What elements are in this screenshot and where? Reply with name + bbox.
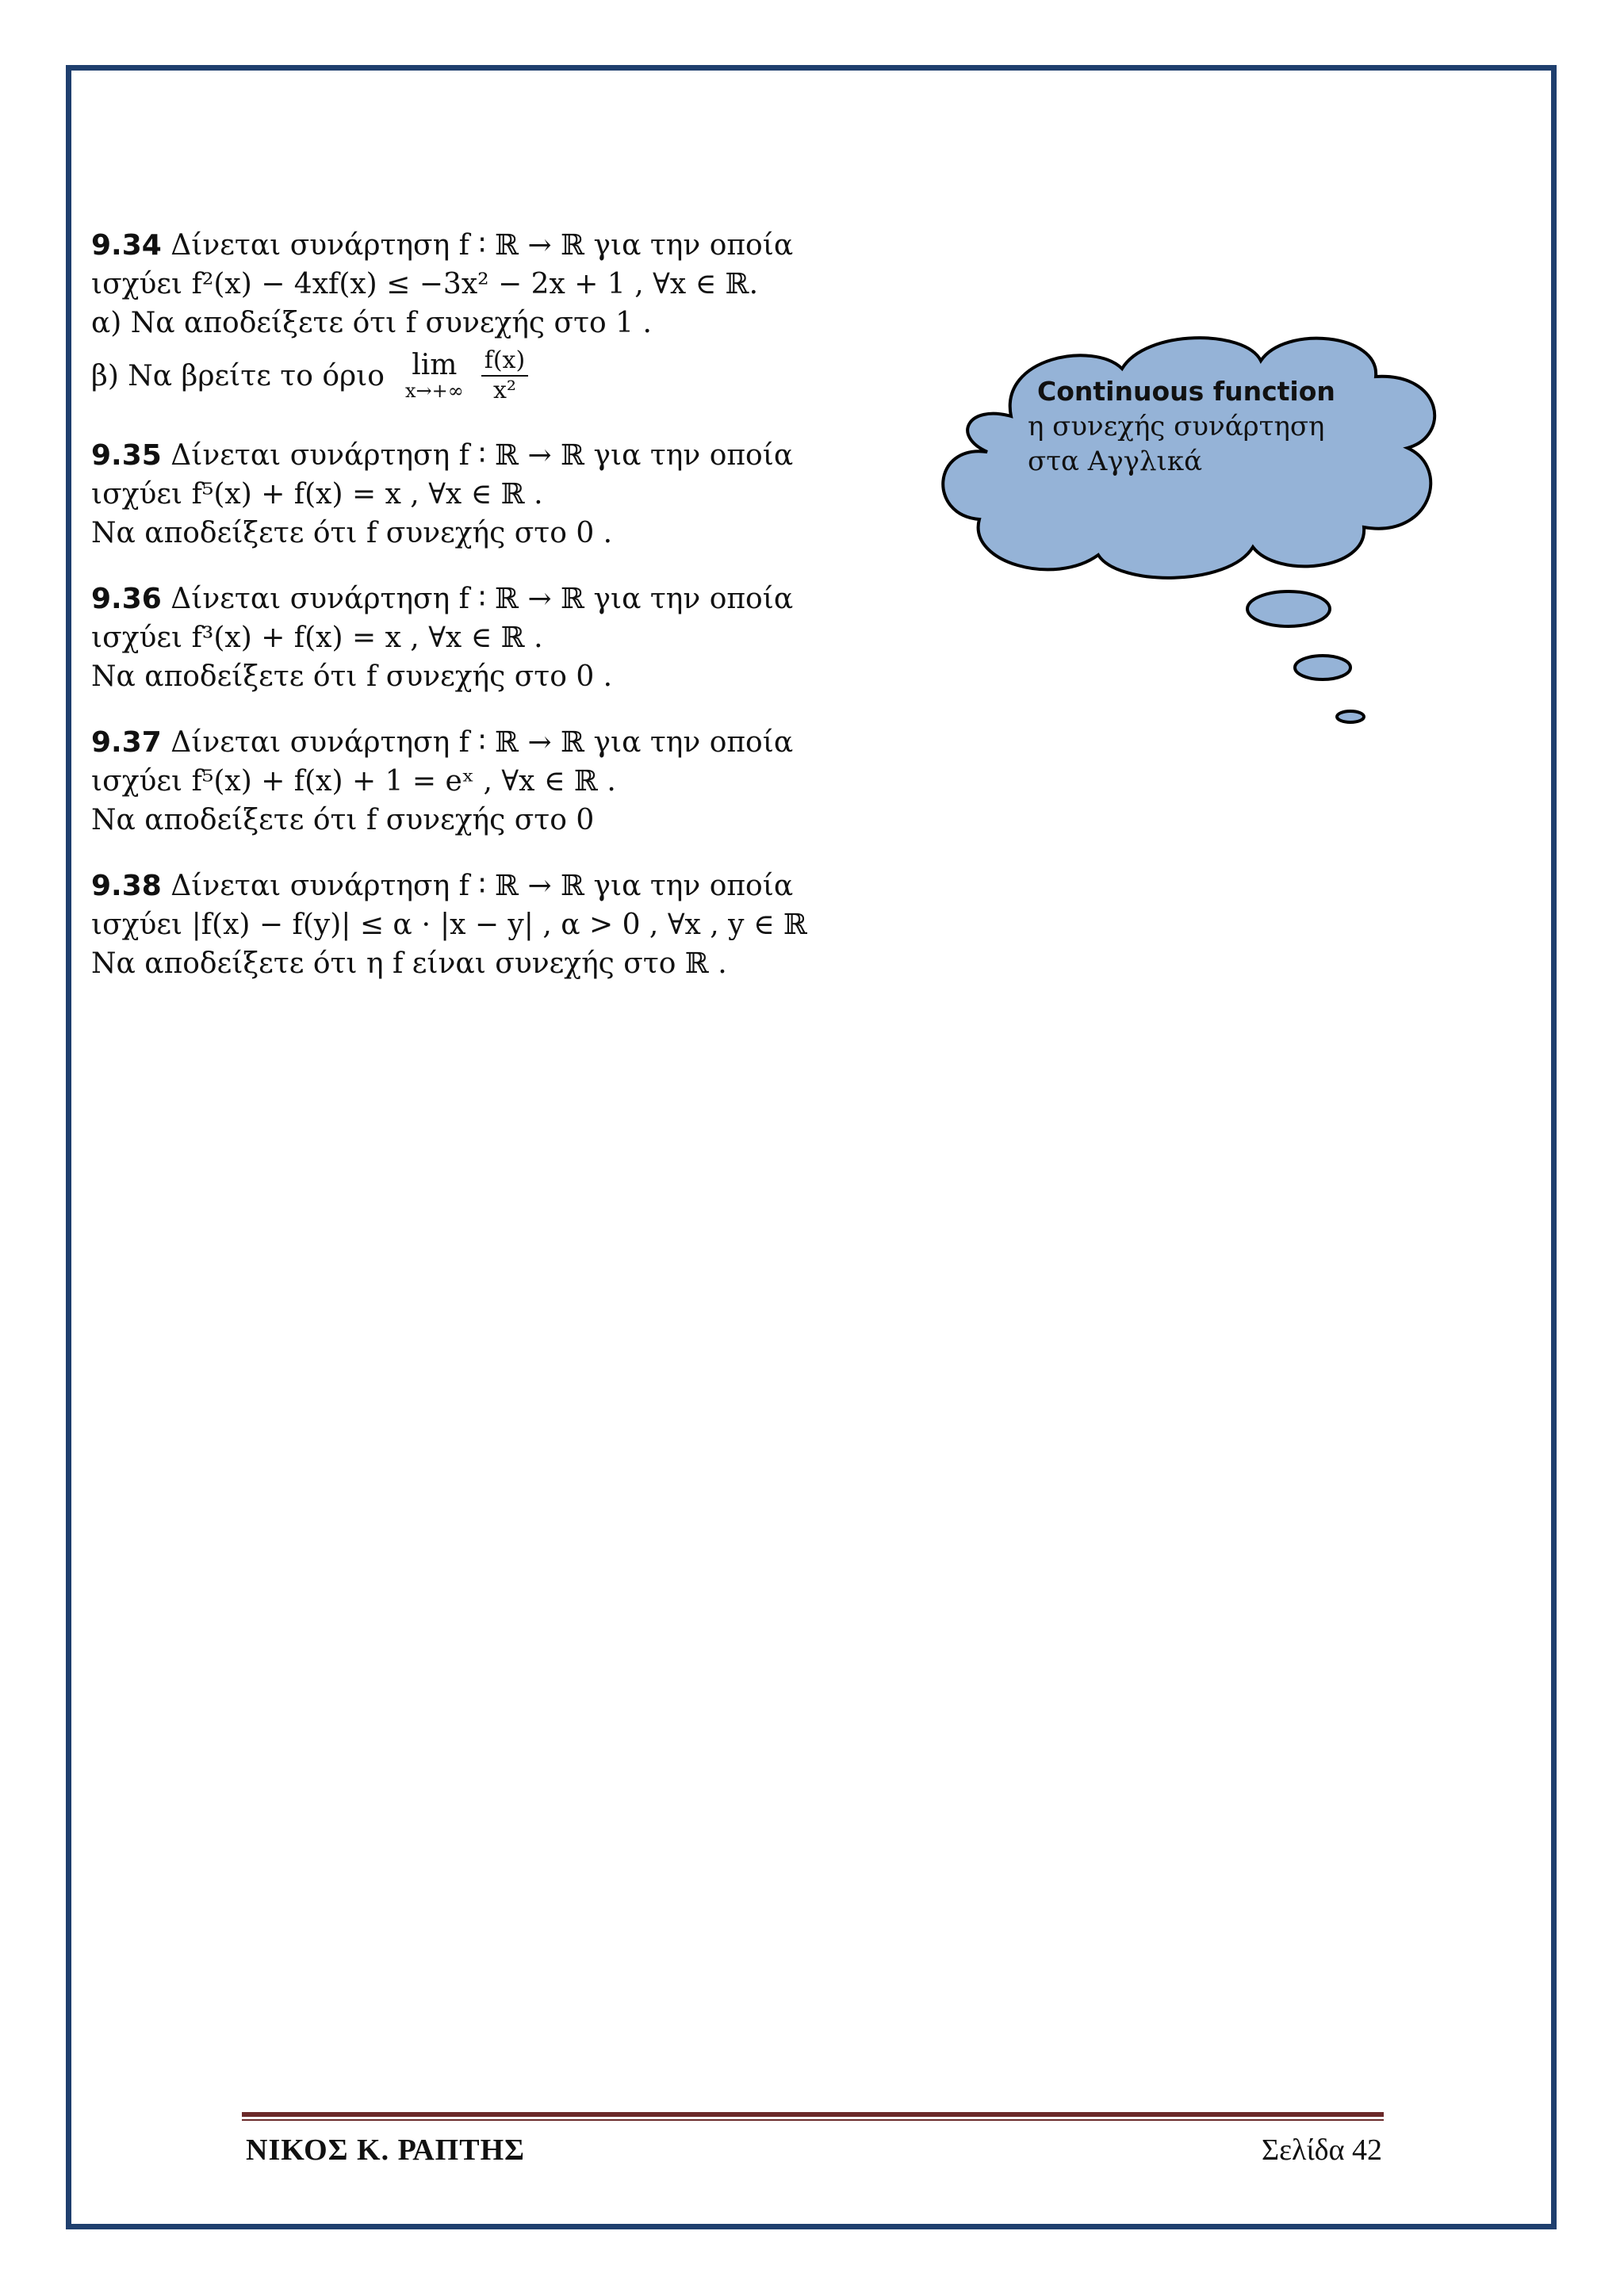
- problem-9-35: [91, 436, 805, 553]
- limit-subscript: x→+∞: [404, 380, 464, 402]
- thought-bubble-medium: [1295, 656, 1350, 679]
- limit-operator: [405, 350, 464, 401]
- footer-page-number: Σελίδα 42: [1261, 2133, 1382, 2167]
- problem-question: Να αποδείξετε ότι f συνεχής στο 0 .: [91, 517, 613, 549]
- problem-condition: ισχύει f³(x) + f(x) = x , ∀x ∈ ℝ .: [91, 622, 543, 654]
- problem-question: Να αποδείξετε ότι η f είναι συνεχής στο ℝ .: [91, 947, 727, 980]
- limit-word: lim: [412, 349, 458, 381]
- callout-title: Continuous function: [1037, 376, 1335, 407]
- problem-statement: Δίνεται συνάρτηση f ∶ ℝ → ℝ για την οποία: [161, 439, 794, 472]
- fraction-denominator: x²: [492, 377, 516, 404]
- problem-question: Να αποδείξετε ότι f συνεχής στο 0 .: [91, 660, 613, 693]
- problem-number: 9.35: [91, 439, 162, 472]
- problem-condition: ισχύει f⁵(x) + f(x) + 1 = eˣ , ∀x ∈ ℝ .: [91, 765, 616, 798]
- footer-rule-thin: [242, 2119, 1384, 2121]
- problem-9-37: [91, 723, 805, 840]
- problem-question-b: [91, 342, 805, 409]
- fraction-numerator: f(x): [481, 346, 528, 377]
- callout-text: [1028, 374, 1335, 479]
- limit-fraction: [481, 346, 528, 405]
- problem-question-a: α) Να αποδείξετε ότι f συνεχής στο 1 .: [91, 307, 652, 339]
- callout-line-1: η συνεχής συνάρτηση: [1028, 411, 1325, 442]
- problem-statement: Δίνεται συνάρτηση f ∶ ℝ → ℝ για την οποία: [161, 229, 794, 262]
- problem-number: 9.37: [91, 726, 162, 759]
- problem-number: 9.36: [91, 583, 162, 615]
- problem-question: Να αποδείξετε ότι f συνεχής στο 0: [91, 804, 595, 836]
- problem-number: 9.38: [91, 870, 162, 902]
- problem-condition: ισχύει f²(x) − 4xf(x) ≤ −3x² − 2x + 1 , ∀x ∈ ℝ.: [91, 268, 759, 300]
- thought-bubble-small: [1337, 711, 1364, 722]
- exercise-list: [91, 226, 805, 1010]
- footer-author: ΝΙΚΟΣ Κ. ΡΑΠΤΗΣ: [246, 2133, 525, 2167]
- problem-9-34: [91, 226, 805, 409]
- problem-statement: Δίνεται συνάρτηση f ∶ ℝ → ℝ για την οποία: [161, 726, 794, 759]
- problem-9-38: [91, 867, 805, 983]
- footer-rule: [242, 2112, 1384, 2117]
- problem-statement: Δίνεται συνάρτηση f ∶ ℝ → ℝ για την οποία: [161, 870, 794, 902]
- callout-line-2: στα Αγγλικά: [1028, 446, 1203, 477]
- problem-condition: ισχύει f⁵(x) + f(x) = x , ∀x ∈ ℝ .: [91, 478, 543, 511]
- problem-9-36: [91, 580, 805, 696]
- problem-condition: ισχύει |f(x) − f(y)| ≤ α ⋅ |x − y| , α > 0 , ∀x , y ∈ ℝ: [91, 909, 807, 941]
- question-b-text: β) Να βρείτε το όριο: [91, 359, 385, 392]
- problem-number: 9.34: [91, 229, 162, 262]
- thought-bubble-large: [1247, 591, 1330, 626]
- problem-statement: Δίνεται συνάρτηση f ∶ ℝ → ℝ για την οποία: [161, 583, 794, 615]
